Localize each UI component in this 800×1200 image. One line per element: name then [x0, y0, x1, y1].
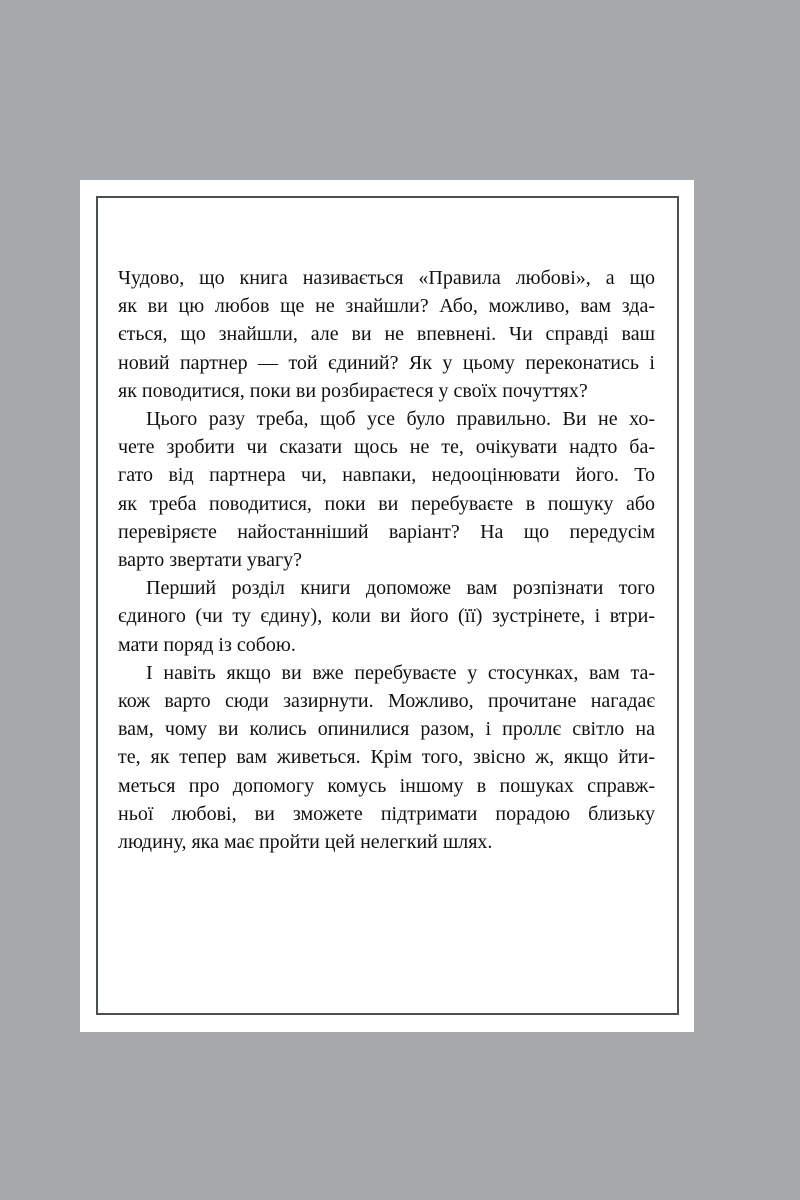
text-line: як поводитися, поки ви розбираєтеся у своїх почуттях? [118, 379, 588, 402]
text-line: І навіть якщо ви вже перебуваєте у стосунках, вам та- [146, 661, 655, 684]
text-line: Перший розділ книги допоможе вам розпізнати того [146, 577, 655, 600]
text-line: ється, що знайшли, але ви не впевнені. Чи справді ваш [118, 323, 655, 346]
body-text-column [118, 264, 655, 856]
paragraph-2 [118, 405, 655, 574]
text-line: єдиного (чи ту єдину), коли ви його (її) зустрінете, і втри- [118, 605, 655, 628]
text-line: людину, яка має пройти цей нелегкий шлях. [118, 831, 493, 854]
paragraph-1 [118, 264, 655, 405]
text-line: меться про допомогу комусь іншому в пошуках справж- [118, 774, 655, 797]
text-line: перевіряєте найостанніший варіант? На що передусім [118, 520, 655, 543]
text-line: кож варто сюди зазирнути. Можливо, прочитане нагадає [118, 690, 655, 713]
text-line: варто звертати увагу? [118, 549, 303, 572]
text-line: гато від партнера чи, навпаки, недооцінювати його. То [118, 464, 655, 487]
text-line: Цього разу треба, щоб усе було правильно. Ви не хо- [146, 408, 655, 431]
text-line: Чудово, що книга називається «Правила любові», а що [118, 267, 655, 289]
text-line: те, як тепер вам живеться. Крім того, звісно ж, якщо йти- [118, 746, 655, 769]
text-line: як треба поводитися, поки ви перебуваєте в пошуку або [118, 492, 655, 515]
text-line: мати поряд із собою. [118, 633, 296, 656]
text-line: вам, чому ви колись опинилися разом, і проллє світло на [118, 718, 655, 741]
text-line: новий партнер — той єдиний? Як у цьому переконатись і [118, 351, 655, 374]
paper-sheet [80, 180, 694, 1032]
paragraph-4 [118, 659, 655, 856]
text-line: чете зробити чи сказати щось не те, очікувати надто ба- [118, 436, 655, 459]
paragraph-3 [118, 574, 655, 659]
text-line: як ви цю любов ще не знайшли? Або, можливо, вам зда- [118, 295, 655, 318]
text-line: ньої любові, ви зможете підтримати порадою близьку [118, 802, 655, 825]
